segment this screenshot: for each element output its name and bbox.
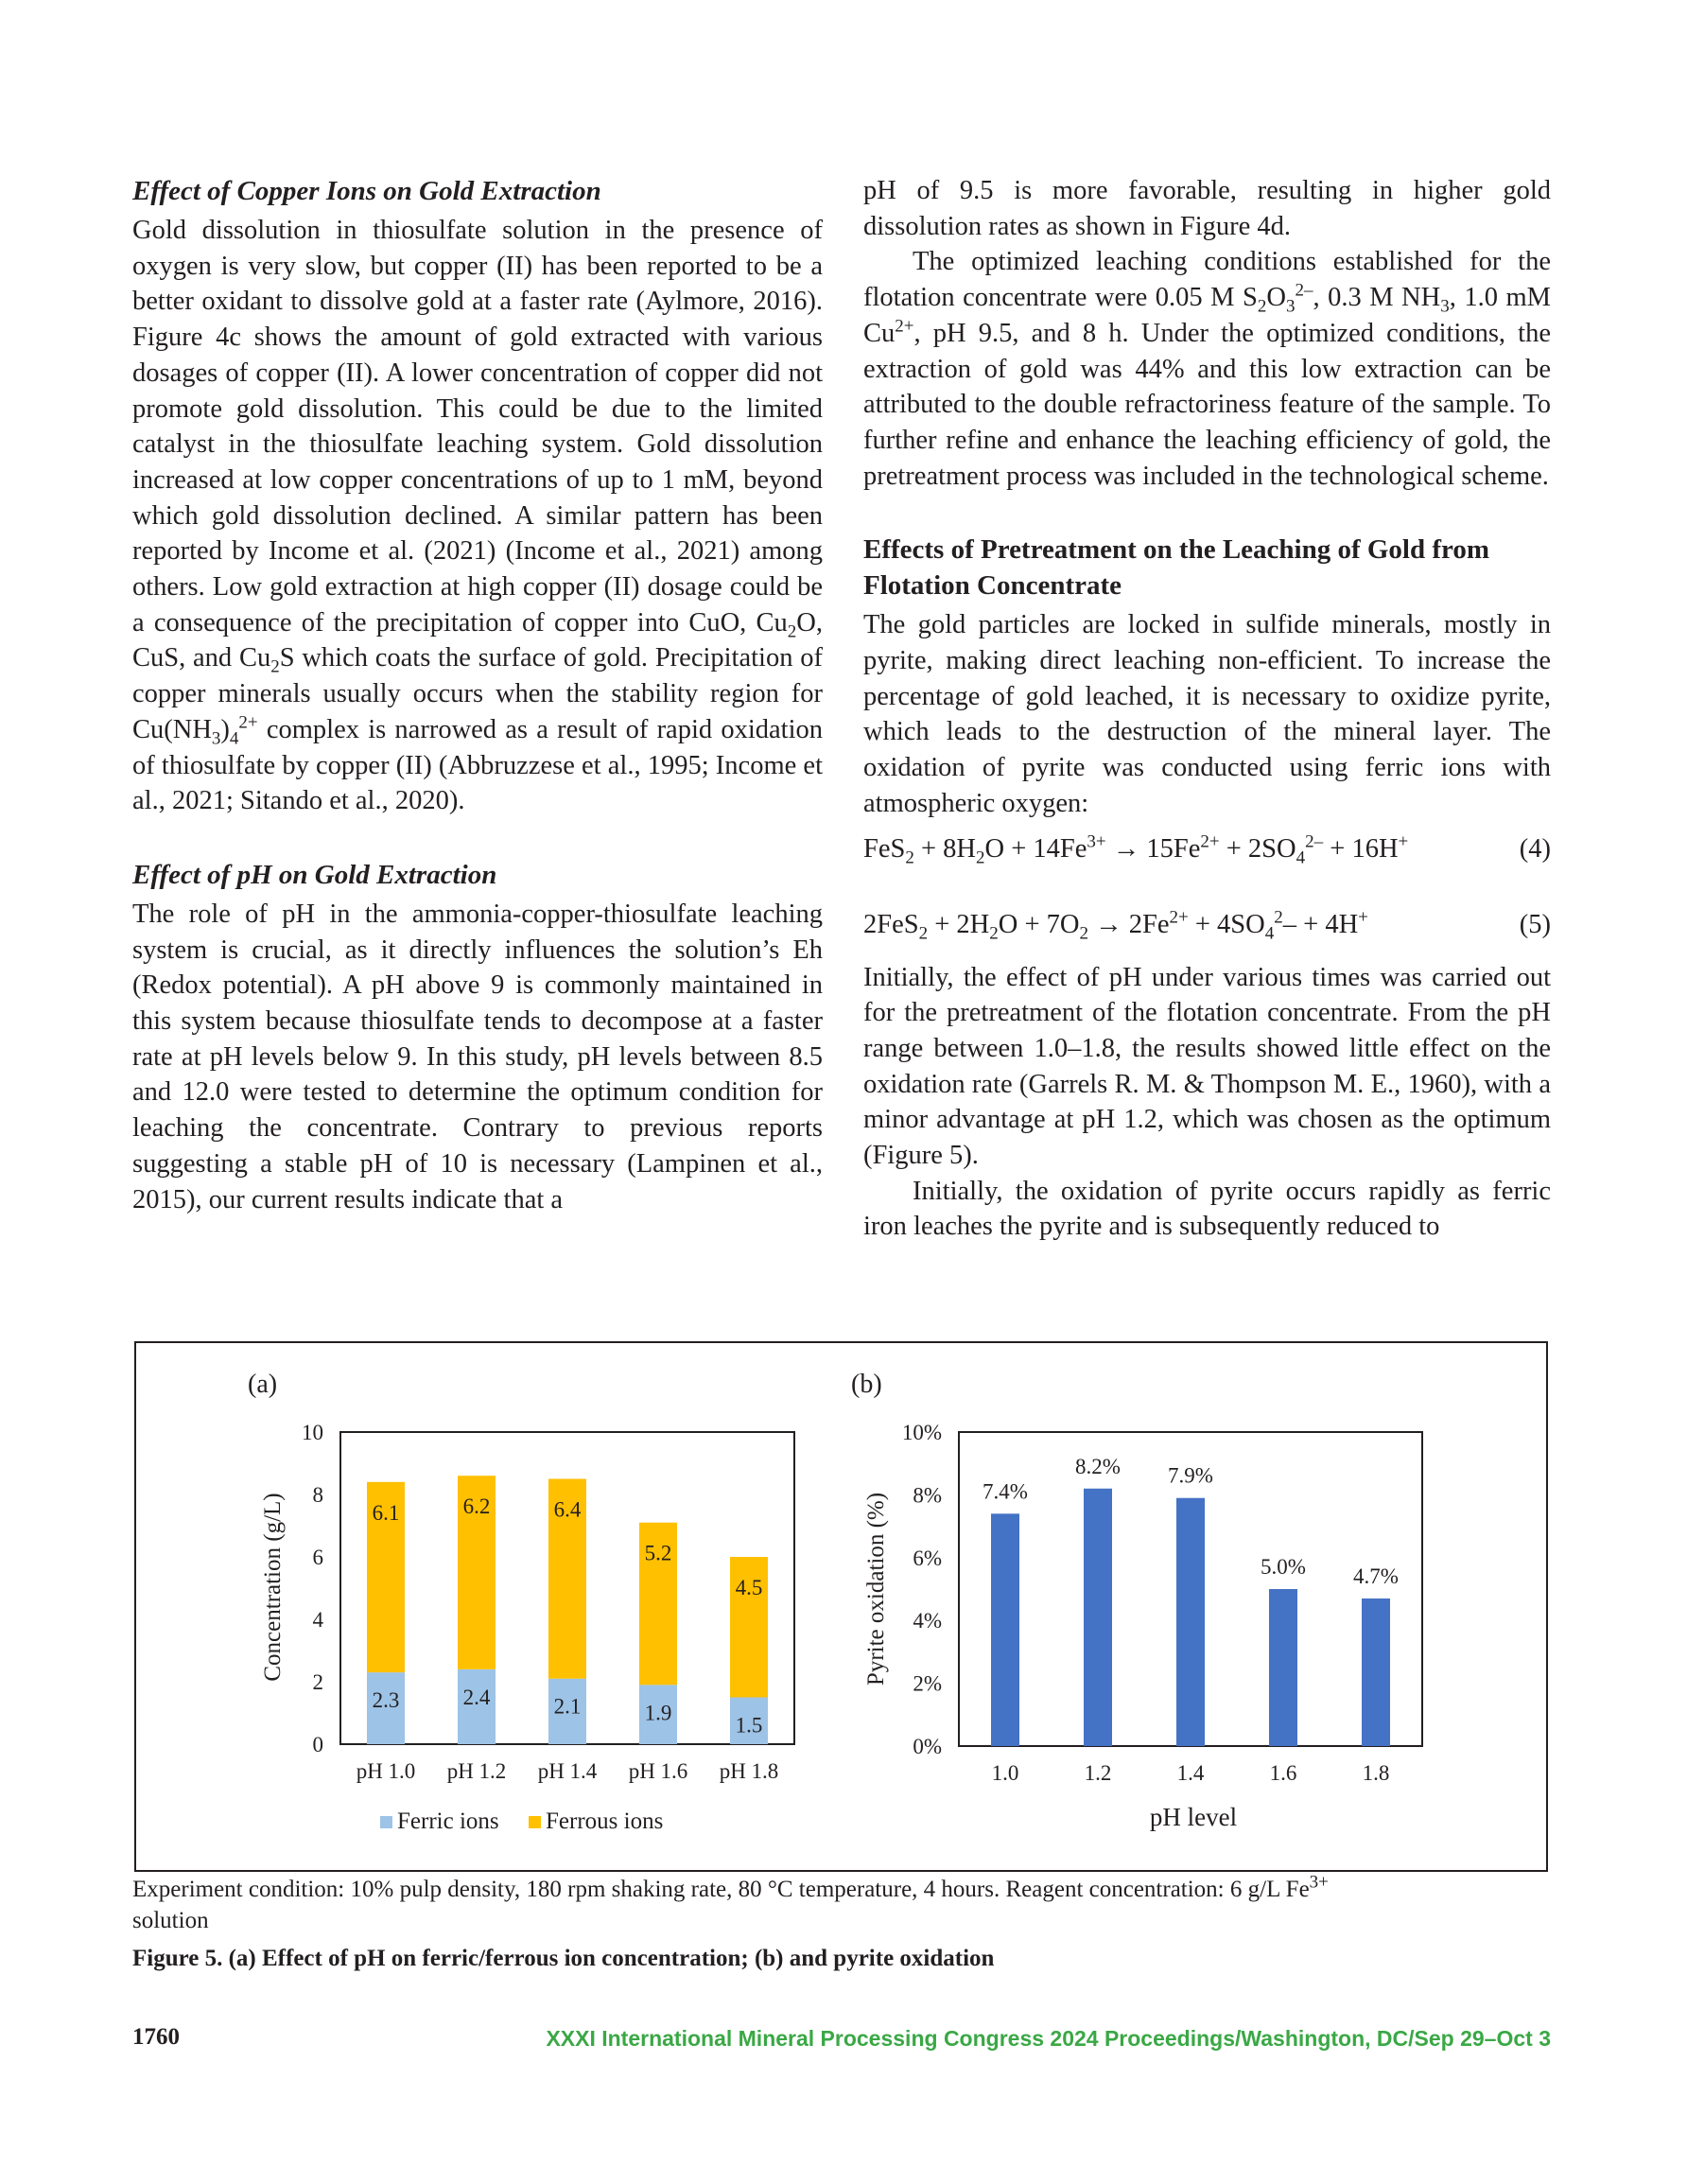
bar-value-label: 2.4 <box>462 1685 491 1709</box>
chart-a-category-label: pH 1.6 <box>628 1759 688 1783</box>
paragraph-optimized-conditions: The optimized leaching conditions established for the flotation concentrate were 0.05 M $S_2O_3^{2-}$, 0.3 M $NH_3$, 1.0 mM $Cu^{2+}$, pH 9.5, and 8 h. Under the optimized conditions, the extraction of gold was 44% and this low extraction can be attributed to the double refractoriness feature of the sample. To further refine and enhance the leaching efficiency of gold, the pretreatment process was included in the technological scheme. <box>863 247 1552 491</box>
right-column <box>863 173 1551 1245</box>
chart-b-ytick-label: 0% <box>913 1735 942 1758</box>
chart-a-ytick-label: 10 <box>302 1421 323 1444</box>
legend-swatch-ferric <box>380 1816 392 1828</box>
bar-pyrite-oxidation <box>1084 1489 1112 1746</box>
bar-value-label: 1.9 <box>644 1701 672 1725</box>
chart-b-ylabel: Pyrite oxidation (%) <box>863 1492 889 1686</box>
chart-b-ytick-label: 8% <box>913 1483 942 1508</box>
left-column <box>132 173 823 1217</box>
bar-value-label: 2.1 <box>553 1694 582 1719</box>
equation-5: $2FeS_2 + 2H_2O + 7O_2 \to 2Fe^{2+} + 4SO_4^2- + 4H^+$ (5) <box>863 907 1551 944</box>
bar-value-label: 7.9% <box>1168 1463 1213 1488</box>
paragraph-ph-continued: pH of 9.5 is more favorable, resulting in higher gold dissolution rates as shown in Figure 4d. <box>863 176 1551 241</box>
bar-value-label: 4.5 <box>735 1576 763 1599</box>
paragraph-copper: Gold dissolution in thiosulfate solution in the presence of oxygen is very slow, but copper (II) has been reported to be a better oxidant to dissolve gold at a faster rate (Aylmore, 2016). Figure 4c shows the amount of gold extracted with various dosages of copper (II). A lower concentration of copper did not promote gold dissolution. This could be due to the limited catalyst in the thiosulfate leaching system. Gold dissolution increased at low copper concentrations of up to 1 mM, beyond which gold dissolution declined. A similar pattern has been reported by Income et al. (2021) (Income et al., 2021) among others. Low gold extraction at high copper (II) dosage could be a consequence of the precipitation of copper into CuO, $Cu_2O$, CuS, and $Cu_2S$ which coats the surface of gold. Precipitation of copper minerals usually occurs when the stability region for $Cu(NH_3)_4^{2+}$ complex is narrowed as a result of rapid oxidation of thiosulfate by copper (II) (Abbruzzese et al., 1995; Income et al., 2021; Sitando et al., 2020). <box>132 216 823 816</box>
paragraph-pretreatment: The gold particles are locked in sulfide minerals, mostly in pyrite, making direct leaching non-efficient. To increase the percentage of gold leached, it is necessary to oxidize pyrite, which leads to the destruction of the mineral layer. The oxidation of pyrite was conducted using ferric ions with atmospheric oxygen: <box>863 610 1551 818</box>
chart-b-category-label: 1.0 <box>991 1761 1019 1785</box>
chart-a-ytick-label: 0 <box>312 1733 323 1756</box>
bar-value-label: 5.2 <box>644 1541 672 1565</box>
chart-b-ytick-label: 6% <box>913 1546 942 1570</box>
chart-a-category-label: pH 1.0 <box>356 1759 416 1783</box>
panel-label-b: (b) <box>851 1370 882 1399</box>
figure-5 <box>134 1341 1548 1872</box>
figure-caption-note: Experiment condition: 10% pulp density, 180 rpm shaking rate, 80 °C temperature, 4 hours. Reagent concentration: 6 g/L $Fe^{3+}$ solution <box>132 1872 1329 1933</box>
chart-b-bar <box>863 1421 1422 1831</box>
chart-b-ytick-label: 10% <box>901 1421 942 1444</box>
bar-value-label: 6.1 <box>372 1500 400 1525</box>
chart-b-category-label: 1.4 <box>1176 1761 1205 1785</box>
figure-caption-title: Figure 5. (a) Effect of pH on ferric/ferrous ion concentration; (b) and pyrite oxidation <box>132 1946 995 1971</box>
chart-b-category-label: 1.2 <box>1084 1761 1112 1785</box>
paragraph-ph: The role of pH in the ammonia-copper-thiosulfate leaching system is crucial, as it directly influences the solution’s Eh (Redox potential). A pH above 9 is commonly maintained in this system because thiosulfate tends to decompose at a faster rate at pH levels below 9. In this study, pH levels between 8.5 and 12.0 were tested to determine the optimum condition for leaching the concentrate. Contrary to previous reports suggesting a stable pH of 10 is necessary (Lampinen et al., 2015), our current results indicate that a <box>132 899 823 1214</box>
panel-label-a: (a) <box>248 1370 278 1399</box>
legend-label-ferric: Ferric ions <box>397 1808 499 1834</box>
chart-a-category-label: pH 1.4 <box>537 1759 598 1783</box>
chart-a-ylabel: Concentration (g/L) <box>260 1493 286 1682</box>
chart-a-legend <box>380 1808 663 1834</box>
bar-value-label: 1.5 <box>735 1713 763 1738</box>
equation-4: $FeS_2 + 8H_2O + 14Fe^{3+} \to 15Fe^{2+} + 2SO_4^{2-} + 16H^+$ (4) <box>863 831 1551 868</box>
bar-pyrite-oxidation <box>1269 1589 1297 1746</box>
paragraph-oxidation: Initially, the oxidation of pyrite occurs rapidly as ferric iron leaches the pyrite and is subsequently reduced to <box>863 1176 1551 1242</box>
bar-value-label: 6.4 <box>553 1497 582 1522</box>
chart-b-xlabel: pH level <box>1149 1803 1238 1831</box>
bar-value-label: 6.2 <box>462 1494 491 1519</box>
chart-a-stacked-bar <box>260 1421 794 1783</box>
legend-label-ferrous: Ferrous ions <box>546 1808 664 1834</box>
bar-value-label: 4.7% <box>1353 1564 1399 1588</box>
bar-pyrite-oxidation <box>1362 1599 1390 1746</box>
bar-value-label: 5.0% <box>1261 1555 1306 1579</box>
bar-value-label: 8.2% <box>1075 1454 1121 1478</box>
section-heading-ph: Effect of pH on Gold Extraction <box>132 859 497 890</box>
section-heading-pretreatment: Effects of Pretreatment on the Leaching of Gold from Flotation Concentrate <box>863 534 1490 602</box>
equation-4-number: (4) <box>1519 833 1551 864</box>
chart-a-category-label: pH 1.8 <box>719 1759 779 1783</box>
chart-b-category-label: 1.6 <box>1269 1761 1297 1785</box>
chart-b-ytick-label: 2% <box>913 1671 942 1696</box>
section-heading-copper: Effect of Copper Ions on Gold Extraction <box>132 176 601 206</box>
bar-pyrite-oxidation <box>991 1513 1019 1746</box>
equation-5-number: (5) <box>1519 909 1551 939</box>
chart-b-ytick-label: 4% <box>913 1609 942 1634</box>
chart-b-category-label: 1.8 <box>1362 1761 1390 1785</box>
bar-value-label: 2.3 <box>372 1688 400 1713</box>
proceedings-footer: XXXI International Mineral Processing Congress 2024 Proceedings/Washington, DC/Sep 29–Oct 3 <box>546 2026 1551 2051</box>
chart-a-ytick-label: 2 <box>312 1670 323 1694</box>
page-number: 1760 <box>132 2024 180 2050</box>
bar-value-label: 7.4% <box>983 1479 1028 1504</box>
chart-a-category-label: pH 1.2 <box>446 1759 507 1783</box>
chart-a-ytick-label: 8 <box>312 1483 323 1507</box>
chart-a-ytick-label: 4 <box>312 1608 323 1632</box>
legend-swatch-ferrous <box>529 1816 541 1828</box>
chart-a-ytick-label: 6 <box>312 1546 323 1569</box>
figure-charts <box>136 1343 1546 1870</box>
bar-pyrite-oxidation <box>1176 1498 1205 1746</box>
paragraph-ph-effect: Initially, the effect of pH under various times was carried out for the pretreatment of the flotation concentrate. From the pH range between 1.0–1.8, the results showed little effect on the oxidation rate (Garrels R. M. & Thompson M. E., 1960), with a minor advantage at pH 1.2, which was chosen as the optimum (Figure 5). <box>863 962 1551 1171</box>
